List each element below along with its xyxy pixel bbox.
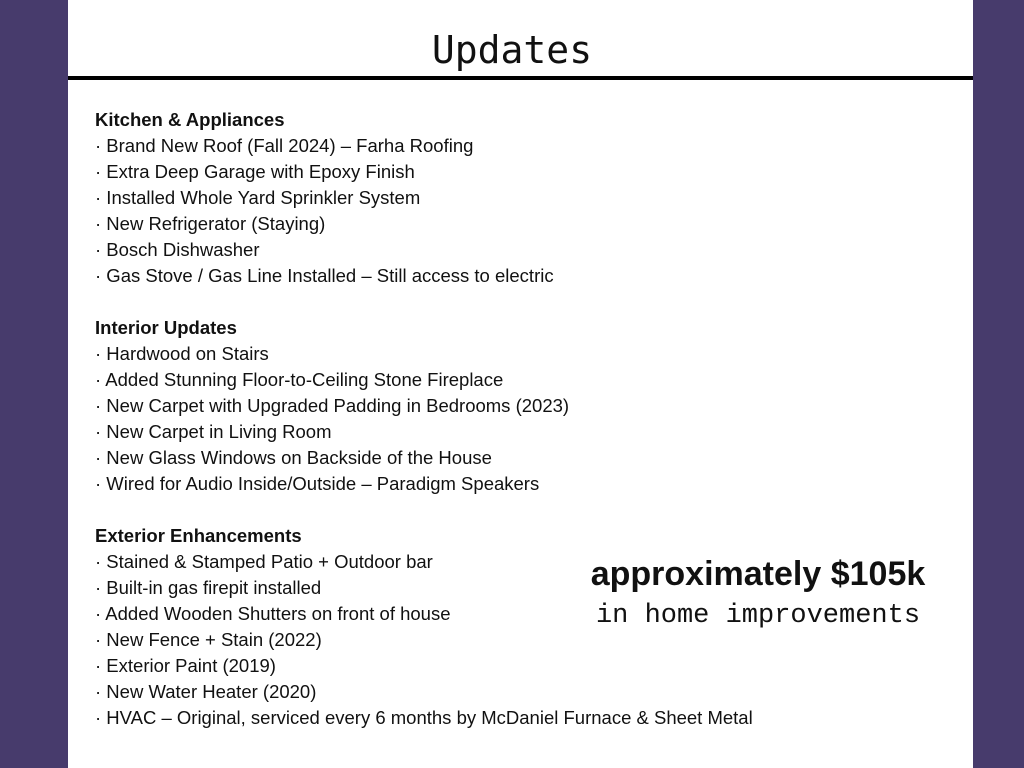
list-item: · Hardwood on Stairs bbox=[95, 343, 269, 364]
list-item: · New Fence + Stain (2022) bbox=[95, 629, 322, 650]
updates-list bbox=[95, 107, 835, 731]
list-item: · Stained & Stamped Patio + Outdoor bar bbox=[95, 551, 433, 572]
list-item: · Added Wooden Shutters on front of house bbox=[95, 603, 451, 624]
title-divider bbox=[68, 76, 973, 80]
document-page bbox=[68, 0, 973, 768]
list-item: · New Carpet in Living Room bbox=[95, 421, 332, 442]
list-item: · Installed Whole Yard Sprinkler System bbox=[95, 187, 421, 208]
list-item: · Gas Stove / Gas Line Installed – Still access to electric bbox=[95, 265, 554, 286]
section-interior-updates bbox=[95, 315, 835, 497]
section-heading: Exterior Enhancements bbox=[95, 525, 302, 546]
list-item: · New Carpet with Upgraded Padding in Bedrooms (2023) bbox=[95, 395, 570, 416]
section-heading: Kitchen & Appliances bbox=[95, 109, 285, 130]
list-item: · Extra Deep Garage with Epoxy Finish bbox=[95, 161, 415, 182]
list-item: · Bosch Dishwasher bbox=[95, 239, 260, 260]
section-kitchen-appliances bbox=[95, 107, 835, 289]
list-item: · HVAC – Original, serviced every 6 months by McDaniel Furnace & Sheet Metal bbox=[95, 707, 753, 728]
improvements-callout bbox=[558, 552, 958, 636]
callout-amount: approximately $105k bbox=[590, 555, 926, 593]
list-item: · Brand New Roof (Fall 2024) – Farha Roofing bbox=[95, 135, 474, 156]
section-heading: Interior Updates bbox=[95, 317, 237, 338]
list-item: · New Glass Windows on Backside of the House bbox=[95, 447, 492, 468]
page-title: Updates bbox=[431, 28, 593, 72]
callout-caption: in home improvements bbox=[595, 601, 921, 631]
list-item: · Built-in gas firepit installed bbox=[95, 577, 322, 598]
list-item: · Exterior Paint (2019) bbox=[95, 655, 276, 676]
list-item: · Wired for Audio Inside/Outside – Paradigm Speakers bbox=[95, 473, 540, 494]
list-item: · New Refrigerator (Staying) bbox=[95, 213, 326, 234]
list-item: · New Water Heater (2020) bbox=[95, 681, 317, 702]
list-item: · Added Stunning Floor-to-Ceiling Stone Fireplace bbox=[95, 369, 504, 390]
